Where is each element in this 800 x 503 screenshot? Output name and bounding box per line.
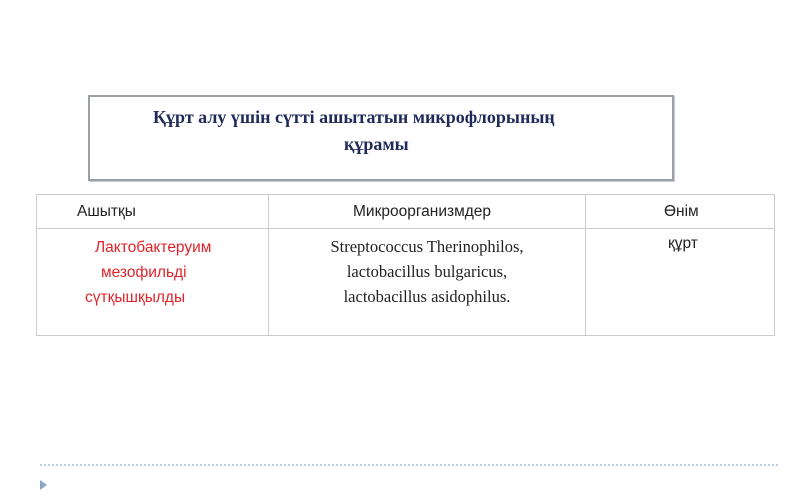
header-microorganisms: Микроорганизмдер <box>269 195 586 229</box>
micro-line-1: Streptococcus Therinophilos, <box>330 237 524 256</box>
table-header-row <box>37 195 775 229</box>
title-box <box>88 95 674 181</box>
footer-divider <box>40 464 778 466</box>
header-product: Өнім <box>586 195 775 229</box>
title-line-1: Құрт алу үшін сүтті ашытатын микрофлорының <box>153 107 555 127</box>
header-starter: Ашытқы <box>37 195 269 229</box>
cell-starter <box>37 229 269 336</box>
micro-line-2: lactobacillus bulgaricus, <box>346 262 508 281</box>
starter-line-3: сүтқышқылды <box>85 289 186 306</box>
starter-line-2: мезофильді <box>101 264 187 281</box>
microflora-table <box>36 194 775 336</box>
play-triangle-icon <box>40 480 47 490</box>
table-row <box>37 229 775 336</box>
title-line-2: құрамы <box>344 134 409 154</box>
cell-microorganisms <box>269 229 586 336</box>
micro-line-3: lactobacillus asidophilus. <box>343 287 511 306</box>
cell-product: құрт <box>586 229 775 336</box>
starter-line-1: Лактобактеруим <box>95 239 212 256</box>
